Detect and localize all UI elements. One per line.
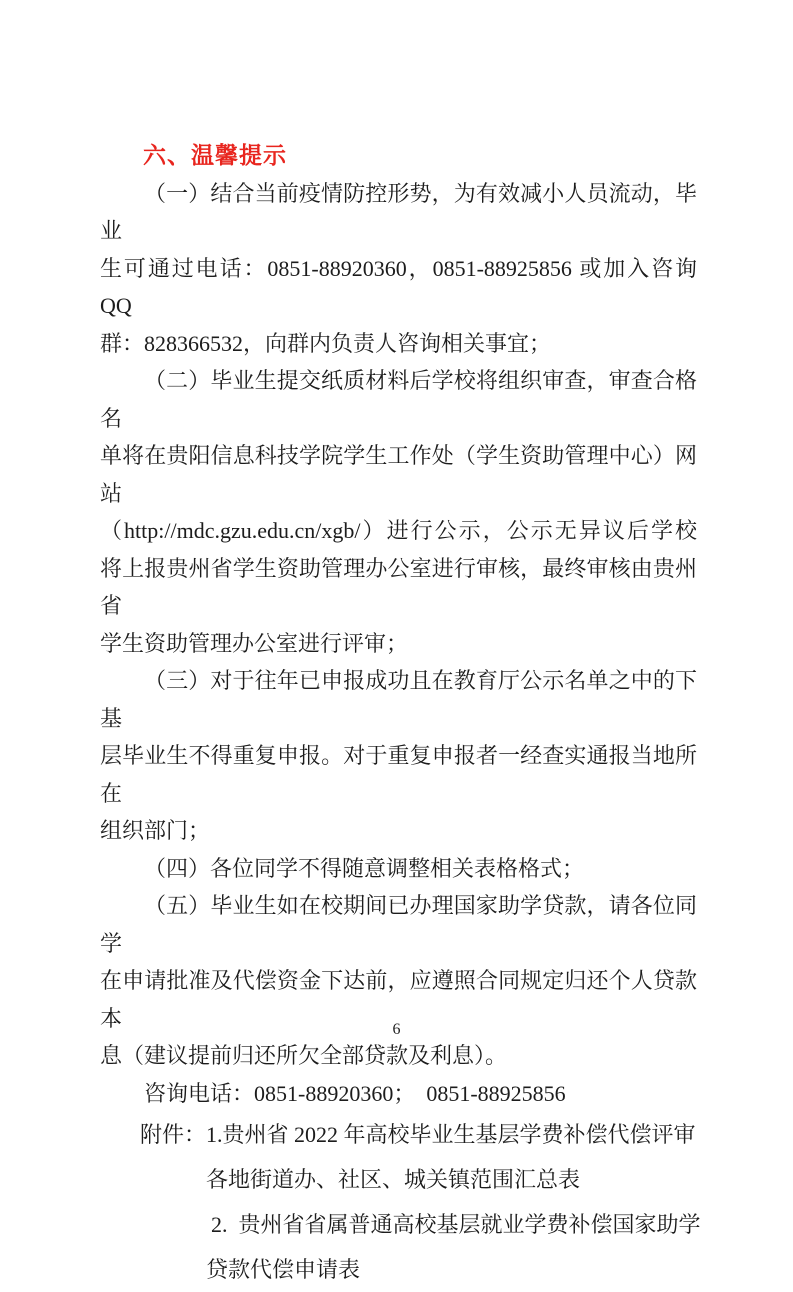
text-line: 单将在贵阳信息科技学院学生工作处（学生资助管理中心）网站: [100, 443, 697, 506]
attachment-line: 2. 贵州省省属普通高校基层就业学费补偿国家助学: [211, 1212, 701, 1237]
text-line: （一）结合当前疫情防控形势，为有效减小人员流动，毕业: [100, 180, 697, 243]
text-line: 层毕业生不得重复申报。对于重复申报者一经查实通报当地所在: [100, 743, 697, 806]
text-line: 将上报贵州省学生资助管理办公室进行审核，最终审核由贵州省: [100, 555, 697, 618]
text-line: 组织部门；: [100, 818, 211, 843]
attachment-line: 各地街道办、社区、城关镇范围汇总表: [206, 1167, 581, 1192]
contact-phone-line: 咨询电话：0851-88920360； 0851-88925856: [144, 1080, 566, 1106]
page-number: 6: [392, 1021, 401, 1038]
text-line: 群：828366532，向群内负责人咨询相关事宜；: [100, 330, 552, 356]
attachment-list: [100, 1112, 701, 1292]
text-line: 学生资助管理办公室进行评审；: [100, 630, 409, 656]
text-line: （二）毕业生提交纸质材料后学校将组织审查，审查合格名: [100, 368, 697, 431]
document-body: [100, 137, 701, 1292]
attachment-line: 附件：1.贵州省 2022 年高校毕业生基层学费补偿代偿评审: [140, 1122, 696, 1147]
text-line: （四）各位同学不得随意调整相关表格格式；: [144, 855, 585, 881]
paragraph-5: [100, 887, 697, 1075]
text-line: 在申请批准及代偿资金下达前，应遵照合同规定归还个人贷款本: [100, 968, 697, 1031]
attachment-line: 贷款代偿申请表: [206, 1257, 361, 1282]
text-line: 生可通过电话：0851-88920360，0851-88925856 或加入咨询 QQ: [100, 255, 697, 318]
text-line: （五）毕业生如在校期间已办理国家助学贷款，请各位同学: [100, 893, 697, 956]
paragraph-2: [100, 362, 697, 662]
text-line: （http://mdc.gzu.edu.cn/xgb/）进行公示，公示无异议后学校: [100, 518, 697, 543]
paragraph-contact-phone: [100, 1075, 697, 1113]
section-heading: 六、温馨提示: [143, 142, 287, 168]
paragraph-1: [100, 175, 697, 363]
text-line: 息（建议提前归还所欠全部贷款及利息）。: [100, 1043, 508, 1068]
text-line: （三）对于往年已申报成功且在教育厅公示名单之中的下基: [100, 668, 697, 731]
paragraph-4: [100, 850, 697, 888]
paragraph-3: [100, 662, 697, 850]
